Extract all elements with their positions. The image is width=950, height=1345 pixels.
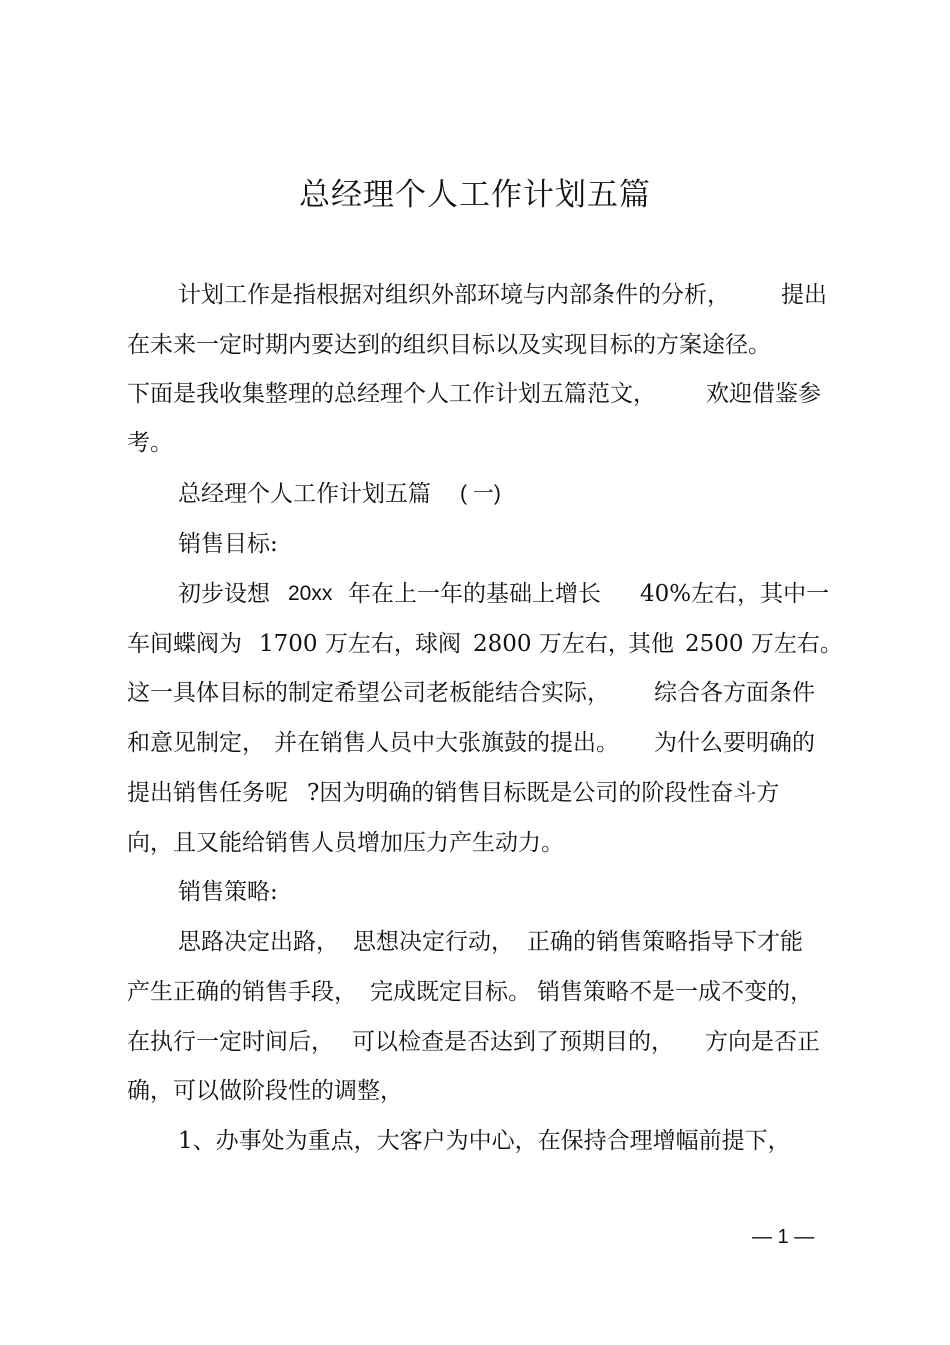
text-segment: 其他	[628, 631, 674, 657]
text-segment: 20xx	[288, 582, 333, 605]
text-segment: 提出	[781, 282, 827, 308]
paragraph-line	[127, 726, 815, 760]
text-segment: 2500 万左右。	[685, 631, 843, 657]
text-segment: 计划工作是指根据对组织外部环境与内部条件的分析，	[178, 282, 730, 308]
paragraph-line	[127, 1074, 403, 1108]
text-segment: 1700 万左右，	[259, 631, 417, 657]
text-segment: 考。	[127, 430, 173, 456]
document-title: 总经理个人工作计划五篇	[299, 177, 651, 213]
text-segment: 确，可以做阶段性的调整，	[127, 1078, 403, 1104]
text-segment: 球阀	[415, 631, 461, 657]
section-heading	[178, 477, 501, 511]
text-segment: 完成既定目标。	[370, 979, 531, 1005]
text-segment: 提出销售任务呢	[127, 780, 288, 806]
text-segment: ( 一)	[460, 482, 501, 505]
subheading	[178, 527, 278, 561]
list-item	[178, 1124, 791, 1158]
text-segment: 并在销售人员中大张旗鼓的提出。	[274, 730, 619, 756]
paragraph-line	[178, 925, 803, 959]
text-segment: 可以检查是否达到了预期目的，	[352, 1029, 674, 1055]
paragraph-line	[127, 377, 821, 411]
text-segment: 下面是我收集整理的总经理个人工作计划五篇范文，	[127, 381, 656, 407]
text-segment: 欢迎借鉴参	[706, 381, 821, 407]
text-segment: 正确的销售策略指导下才能	[527, 929, 803, 955]
text-segment: 方向是否正	[705, 1029, 820, 1055]
text-segment: 向，且又能给销售人员增加压力产生动力。	[127, 830, 564, 856]
text-segment: 在执行一定时间后，	[127, 1029, 334, 1055]
paragraph-line	[127, 328, 771, 362]
text-segment: 销售目标:	[178, 531, 278, 557]
text-segment: 和意见制定，	[127, 730, 265, 756]
text-segment: 思路决定出路，	[178, 929, 339, 955]
text-segment: 销售策略:	[178, 879, 278, 905]
paragraph-line	[178, 577, 830, 611]
paragraph-line	[127, 776, 780, 810]
text-segment: 车间蝶阀为	[127, 631, 242, 657]
paragraph-line	[127, 676, 815, 710]
text-segment: 综合各方面条件	[654, 680, 815, 706]
text-segment: 1、办事处为重点，大客户为中心，在保持合理增幅前提下，	[178, 1128, 791, 1154]
text-segment: 2800 万左右，	[473, 631, 631, 657]
paragraph-line	[178, 278, 827, 312]
paragraph-line	[127, 426, 173, 460]
subheading	[178, 875, 278, 909]
text-segment: 在未来一定时期内要达到的组织目标以及实现目标的方案途径。	[127, 332, 771, 358]
text-segment: 年在上一年的基础上增长	[348, 581, 601, 607]
paragraph-line	[127, 975, 813, 1009]
page-number: — 1 —	[752, 1226, 815, 1248]
text-segment: 为什么要明确的	[654, 730, 815, 756]
paragraph-line	[127, 627, 843, 661]
text-segment: ?因为明确的销售目标既是公司的阶段性奋斗方	[307, 780, 780, 806]
text-segment: 销售策略不是一成不变的，	[537, 979, 813, 1005]
text-segment: 这一具体目标的制定希望公司老板能结合实际，	[127, 680, 610, 706]
text-segment: 初步设想	[178, 581, 270, 607]
text-segment: 思想决定行动，	[353, 929, 514, 955]
paragraph-line	[127, 1025, 820, 1059]
text-segment: 产生正确的销售手段，	[127, 979, 357, 1005]
paragraph-line	[127, 826, 564, 860]
text-segment: 40%左右，其中一	[640, 581, 830, 607]
text-segment: 总经理个人工作计划五篇	[178, 481, 431, 507]
